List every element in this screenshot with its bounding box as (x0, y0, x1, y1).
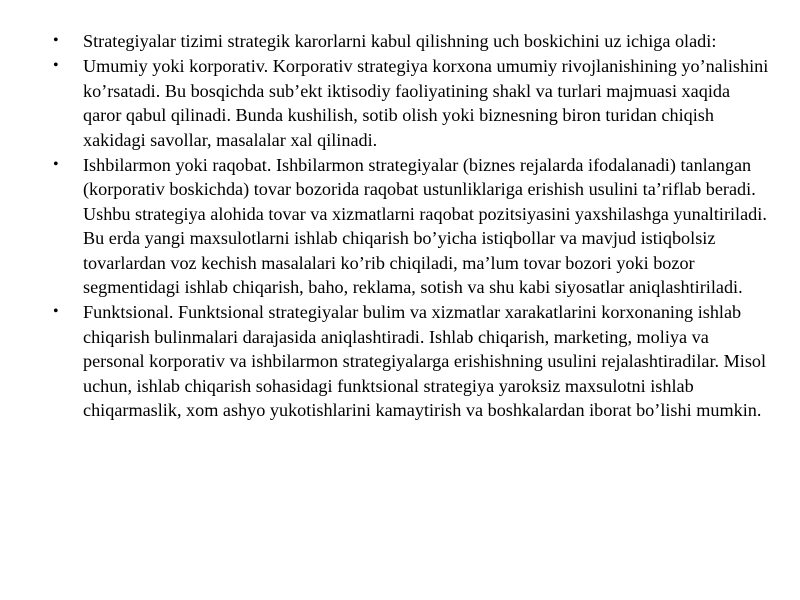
bullet-item-functional (52, 300, 772, 422)
bullet-marker: • (53, 156, 59, 174)
bullet-marker: • (53, 303, 59, 321)
bullet-text: Umumiy yoki korporativ. Korporativ strategiya korxona umumiy rivojlanishining yo’nalishini ko’rsatadi. Bu bosqichda sub’ekt iktisodiy faoliyatining shakl va turlari majmuasi xaqida qaror qabul qilinadi. Bunda kushilish, sotib olish yoki biznesning biron turidan chiqish xakidagi savollar, masalalar xal qilinadi. (83, 56, 769, 150)
bullet-text: Strategiyalar tizimi strategik karorlarni kabul qilishning uch boskichini uz ichiga oladi: (83, 31, 717, 51)
bullet-text: Ishbilarmon yoki raqobat. Ishbilarmon strategiyalar (biznes rejalarda ifodalanadi) tanlangan (korporativ boskichda) tovar bozorida raqobat ustunliklariga erishish usulini ta’riflab beradi. Ushbu strategiya alohida tovar va xizmatlarni raqobat pozitsiyasini yaxshilashga yunaltiriladi. Bu erda yangi maxsulotlarni ishlab chiqarish bo’yicha istiqbollar va mavjud istiqbolsiz tovarlardan voz kechish masalalari ko’rib chiqiladi, ma’lum tovar bozori yoki bozor segmentidagi ishlab chiqarish, baho, reklama, sotish va shu kabi siyosatlar aniqlashtiriladi. (83, 155, 767, 298)
bullet-list (52, 29, 772, 423)
bullet-marker: • (53, 57, 59, 75)
bullet-item-intro (52, 29, 772, 53)
bullet-item-business (52, 153, 772, 299)
bullet-text: Funktsional. Funktsional strategiyalar bulim va xizmatlar xarakatlarini korxonaning ishlab chiqarish bulinmalari darajasida aniqlashtiradi. Ishlab chiqarish, marketing, moliya va personal korporativ va ishbilarmon strategiyalarga erishishning usulini rejalashtiradilar. Misol uchun, ishlab chiqarish sohasidagi funktsional strategiya yaroksiz maxsulotni ishlab chiqarmaslik, xom ashyo yukotishlarini kamaytirish va boshkalardan iborat bo’lishi mumkin. (83, 302, 767, 421)
bullet-item-corporate (52, 54, 772, 152)
bullet-marker: • (53, 32, 59, 49)
